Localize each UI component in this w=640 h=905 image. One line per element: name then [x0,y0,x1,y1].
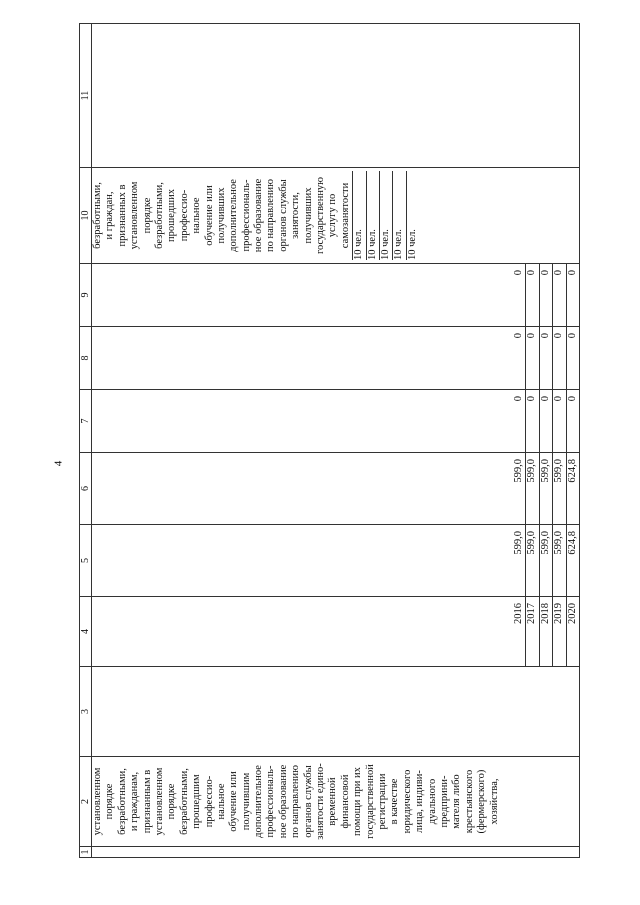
c7-value: 0 [526,390,539,452]
col-5-cell [92,525,580,597]
c10-value: 10 чел. [380,171,393,260]
col-2-text-line: государственной [364,764,376,839]
col-2-text-line: помощи при их [352,767,364,836]
c8-value: 0 [553,327,566,389]
c9-value: 0 [553,264,566,326]
header-col-7: 7 [80,390,92,453]
col-2-text-line: финансовой [339,774,351,829]
c9-value: 0 [566,270,578,276]
year-value: 2019 [553,597,566,666]
col-2-text-line: предприни- [438,775,450,828]
year-value: 2018 [540,597,553,666]
col-1-cell [92,847,580,858]
col-2-text-line: получившим [240,772,252,831]
col-2-text-line: по направлению [290,765,302,838]
program-table [79,23,580,858]
col-8-cell [92,327,580,390]
col-2-text-line: безработными, [178,768,190,835]
c7-value: 0 [553,390,566,452]
c5-value: 599,0 [540,525,553,596]
col-2-text-line: лица, индиви- [414,770,426,833]
c9-value: 0 [526,264,539,326]
col-9-cell [92,264,580,327]
c7-value: 0 [513,390,526,452]
col-10-text-line: самозанятости [339,182,351,249]
year-value: 2017 [526,597,539,666]
year-value: 2020 [566,603,578,624]
header-col-5: 5 [80,525,92,597]
c8-value: 0 [540,327,553,389]
header-col-2: 2 [80,757,92,847]
col-10-text-line: органов службы [277,179,289,252]
col-10-text-line: нальное [191,197,203,234]
col-10-text-line: установленном [129,181,141,250]
col-2-text-line: временной [327,777,339,826]
col-2-text-line: признанным в [141,769,153,834]
col-6-cell [92,453,580,525]
col-10-text-line: получивших [215,187,227,244]
col-10-text-line: ное образование [253,178,265,253]
col-2-text-line: органов службы [302,765,314,838]
c10-value: 10 чел. [406,229,418,260]
c7-value: 0 [566,396,578,402]
table-row [92,24,580,858]
col-10-text-line: порядке [141,197,153,234]
col-2-text-line: мателя либо [451,774,463,829]
col-2-text-line: безработными, [116,768,128,835]
c5-value: 599,0 [553,525,566,596]
col-2-text-line: порядке [166,783,178,820]
c6-value: 599,0 [540,453,553,524]
col-2-text-line: прошедшим [191,774,203,829]
col-10-text-line: обучение или [203,185,215,246]
c6-value: 599,0 [553,453,566,524]
col-2-text-line: ное образование [277,764,289,839]
c9-value: 0 [513,264,526,326]
c8-value: 0 [566,333,578,339]
col-2-text-line: крестьянского [463,769,475,834]
header-col-1: 1 [80,847,92,858]
col-10-text-line: и граждан, [104,191,116,240]
col-2-cell [92,757,580,847]
rotated-table-container [79,24,580,858]
col-2-text-line: профессио- [203,775,215,828]
c9-value: 0 [540,264,553,326]
col-2-text-line: нальное [215,783,227,820]
col-2-text-line: хозяйства, [488,778,500,825]
col-2-text-line: обучение или [228,771,240,832]
col-10-text-line: профессио- [178,189,190,242]
c10-value: 10 чел. [353,171,366,260]
col-10-text-line: прошедших [166,188,178,243]
col-10-text-line: государственную [315,176,327,255]
year-value: 2016 [513,597,526,666]
c7-value: 0 [540,390,553,452]
col-11-cell [92,24,580,168]
col-2-text-line: дуального [426,778,438,825]
col-10-text-line: безработными, [153,182,165,249]
col-2-text-line: занятости едино- [315,763,327,840]
c6-value: 599,0 [526,453,539,524]
col-10-text-line: дополнительное [228,179,240,252]
header-col-10: 10 [80,168,92,264]
c10-value: 10 чел. [367,171,380,260]
c5-value: 624,8 [566,531,578,555]
c6-value: 624,8 [566,459,578,483]
c6-value: 599,0 [513,453,526,524]
col-2-text-line: установленном [92,767,103,836]
col-10-text-line: услугу по [327,193,339,238]
col-2-text-line: (фермерского) [476,769,488,834]
col-7-cell [92,390,580,453]
col-10-text-line: получивших [302,187,314,244]
col-2-text-line: в качестве [389,778,401,825]
header-col-9: 9 [80,264,92,327]
col-10-cell [92,168,580,264]
col-10-text-line: признанных в [116,184,128,247]
c8-value: 0 [513,327,526,389]
c10-value: 10 чел. [393,171,406,260]
col-2-text-line: профессиональ- [265,765,277,838]
page-number: 4 [52,460,65,467]
header-col-3: 3 [80,667,92,757]
col-2-text-line: регистрации [376,773,388,830]
col-2-text-line: дополнительное [253,765,265,838]
col-10-text-line: профессиональ- [240,179,252,252]
c8-value: 0 [526,327,539,389]
col-10-text-line: занятости, [290,192,302,239]
col-2-text-line: установленном [153,767,165,836]
col-2-text-line: юридического [401,769,413,834]
c5-value: 599,0 [513,525,526,596]
col-2-text-line: и гражданам, [129,771,141,832]
col-2-text-line: порядке [104,783,116,820]
header-col-11: 11 [80,24,92,168]
col-3-cell [92,667,580,757]
header-col-8: 8 [80,327,92,390]
header-col-4: 4 [80,597,92,667]
col-10-text-line: безработными, [92,182,103,249]
c5-value: 599,0 [526,525,539,596]
year-cell [92,597,580,667]
header-row [80,24,92,858]
header-col-6: 6 [80,453,92,525]
col-10-text-line: по направлению [265,179,277,252]
